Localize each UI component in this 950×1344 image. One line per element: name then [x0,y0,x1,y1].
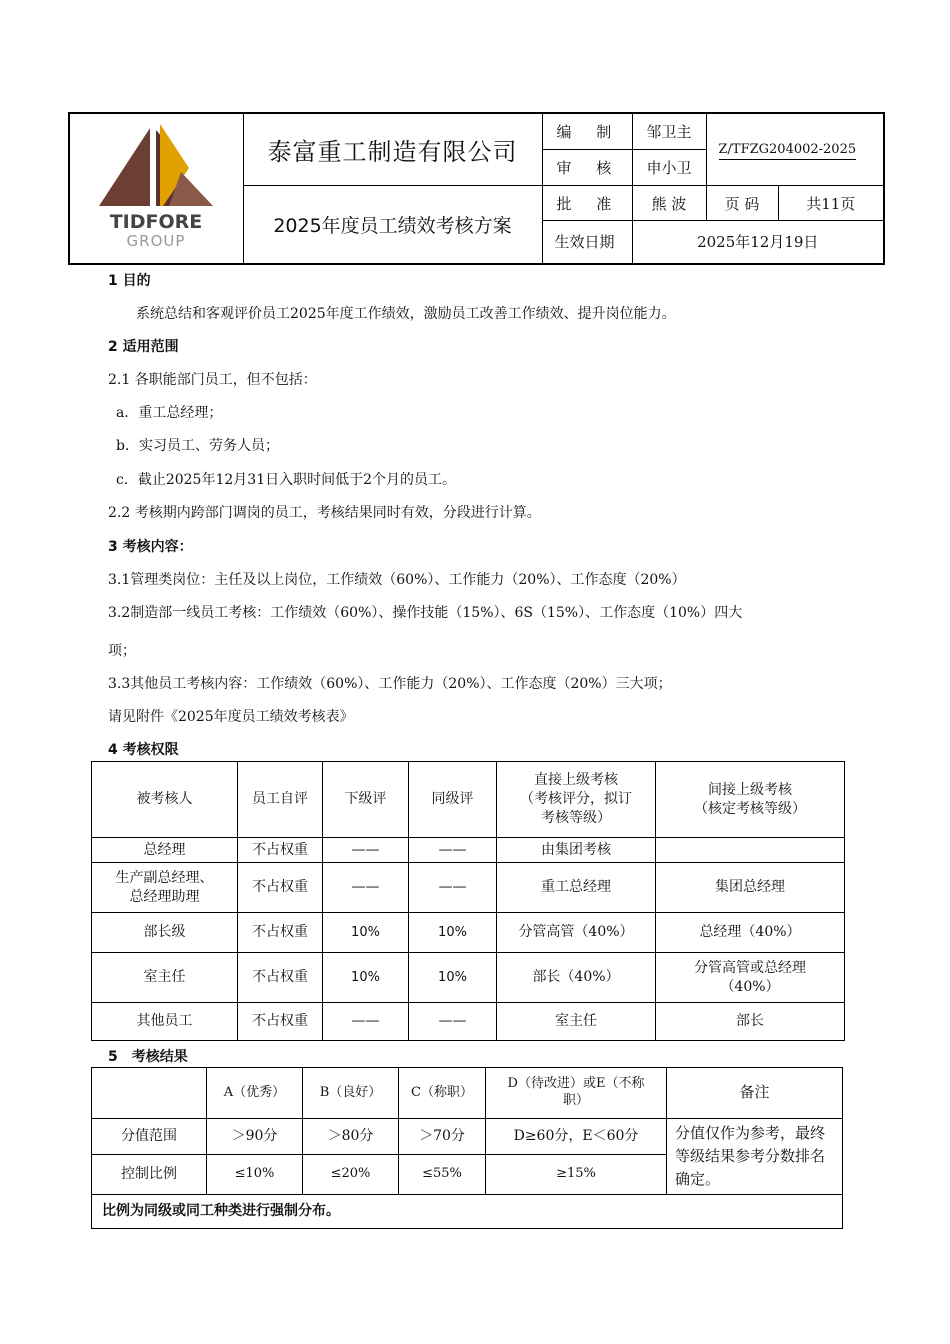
section-2-title: 2 适用范围 [108,339,179,355]
table-cell: D≥60分，E＜60分 [486,1119,667,1155]
table-cell: 分管高管（40%） [497,913,656,953]
table-cell: 由集团考核 [497,838,656,863]
table-row [92,1003,845,1041]
section-3-1: 3.1管理类岗位：主任及以上岗位，工作绩效（60%）、工作能力（20%）、工作态度（20%） [108,572,686,588]
document-header [68,112,885,265]
logo-subtext: GROUP [126,231,186,250]
table-cell: ≤20% [303,1155,399,1195]
header-cell: 直接上级考核 （考核评分，拟订 考核等级） [497,762,656,838]
table-header-row [92,1068,843,1119]
table-row [92,1119,843,1155]
results-table [91,1067,843,1229]
table-cell: ＞70分 [399,1119,486,1155]
logo-text: TIDFORE [109,210,203,233]
section-3-3: 3.3其他员工考核内容：工作绩效（60%）、工作能力（20%）、工作态度（20%）三大项； [108,676,672,692]
header-cell: 同级评 [409,762,497,838]
table-cell: 不占权重 [238,913,323,953]
compile-label: 编 制 [542,113,632,149]
section-4-title: 4 考核权限 [108,742,179,758]
table-cell: ≥15% [486,1155,667,1195]
table-cell: 10% [409,953,497,1003]
header-cell [92,1068,207,1119]
approve-label: 批 准 [542,186,632,220]
section-3-reference: 请见附件《2025年度员工绩效考核表》 [108,709,354,725]
compile-value: 邹卫主 [632,113,706,149]
header-cell: 被考核人 [92,762,238,838]
table-cell: 部长 [656,1003,845,1041]
authority-table [91,761,845,1041]
header-cell: 备注 [667,1068,843,1119]
table-cell: 室主任 [497,1003,656,1041]
table-cell: 其他员工 [92,1003,238,1041]
approve-value: 熊 波 [632,186,706,220]
header-cell: B（良好） [303,1068,399,1119]
section-3-2-cont: 项； [108,643,136,659]
section-2-b: b．实习员工、劳务人员； [116,438,279,454]
table-cell: —— [409,863,497,913]
table-header-row [92,762,845,838]
table-cell: 10% [323,953,409,1003]
page-value: 共11页 [778,186,884,220]
table-cell: 部长（40%） [497,953,656,1003]
section-5-title: 5 考核结果 [108,1049,188,1065]
effective-value: 2025年12月19日 [632,220,884,264]
table-cell: ≤55% [399,1155,486,1195]
effective-label: 生效日期 [542,220,632,264]
remark-note: 分值仅作为参考，最终等级结果参考分数排名确定。 [667,1119,843,1195]
table-cell: ＞80分 [303,1119,399,1155]
section-3-2: 3.2制造部一线员工考核：工作绩效（60%）、操作技能（15%）、6S（15%）、工作态度（10%）四大 [108,605,743,621]
table-cell: 分管高管或总经理 （40%） [656,953,845,1003]
tidfore-logo-icon [81,122,231,252]
table-footer-row [92,1195,843,1229]
header-cell: C（称职） [399,1068,486,1119]
table-cell [656,838,845,863]
table-cell: 10% [409,913,497,953]
header-cell: 员工自评 [238,762,323,838]
distribution-note: 比例为同级或同工种类进行强制分布。 [92,1195,843,1229]
table-cell: ≤10% [207,1155,303,1195]
section-2-1: 2.1 各职能部门员工，但不包括： [108,372,317,388]
header-cell: 下级评 [323,762,409,838]
table-cell: —— [409,838,497,863]
table-cell: 总经理（40%） [656,913,845,953]
header-cell: D（待改进）或E（不称 职） [486,1068,667,1119]
table-cell: 室主任 [92,953,238,1003]
page-label: 页 码 [706,186,778,220]
section-2-2: 2.2 考核期内跨部门调岗的员工，考核结果同时有效，分段进行计算。 [108,505,541,521]
table-row [92,863,845,913]
section-1-title: 1 目的 [108,273,151,289]
row-label: 分值范围 [92,1119,207,1155]
table-cell: 不占权重 [238,1003,323,1041]
header-cell: A（优秀） [207,1068,303,1119]
section-2-c: c．截止2025年12月31日入职时间低于2个月的员工。 [116,472,457,488]
plan-title: 2025年度员工绩效考核方案 [243,186,542,264]
table-cell: 集团总经理 [656,863,845,913]
doc-number [706,113,884,186]
table-row [92,953,845,1003]
row-label: 控制比例 [92,1155,207,1195]
table-cell: —— [323,863,409,913]
table-cell: 不占权重 [238,953,323,1003]
table-row [92,838,845,863]
table-cell: 不占权重 [238,838,323,863]
section-1-text: 系统总结和客观评价员工2025年度工作绩效，激励员工改善工作绩效、提升岗位能力。 [136,306,676,322]
table-cell: —— [323,838,409,863]
review-label: 审 核 [542,149,632,185]
table-cell: 部长级 [92,913,238,953]
table-cell: ＞90分 [207,1119,303,1155]
doc-number-text: Z/TFZG204002-2025 [719,142,857,160]
table-cell: —— [409,1003,497,1041]
table-row [92,913,845,953]
header-cell: 间接上级考核 （核定考核等级） [656,762,845,838]
company-logo [69,113,243,264]
table-cell: 10% [323,913,409,953]
company-name: 泰富重工制造有限公司 [243,113,542,186]
table-cell: 重工总经理 [497,863,656,913]
table-cell: 总经理 [92,838,238,863]
table-cell: 不占权重 [238,863,323,913]
section-2-a: a．重工总经理； [116,405,223,421]
table-cell: —— [323,1003,409,1041]
section-3-title: 3 考核内容： [108,539,193,555]
table-cell: 生产副总经理、 总经理助理 [92,863,238,913]
review-value: 申小卫 [632,149,706,185]
